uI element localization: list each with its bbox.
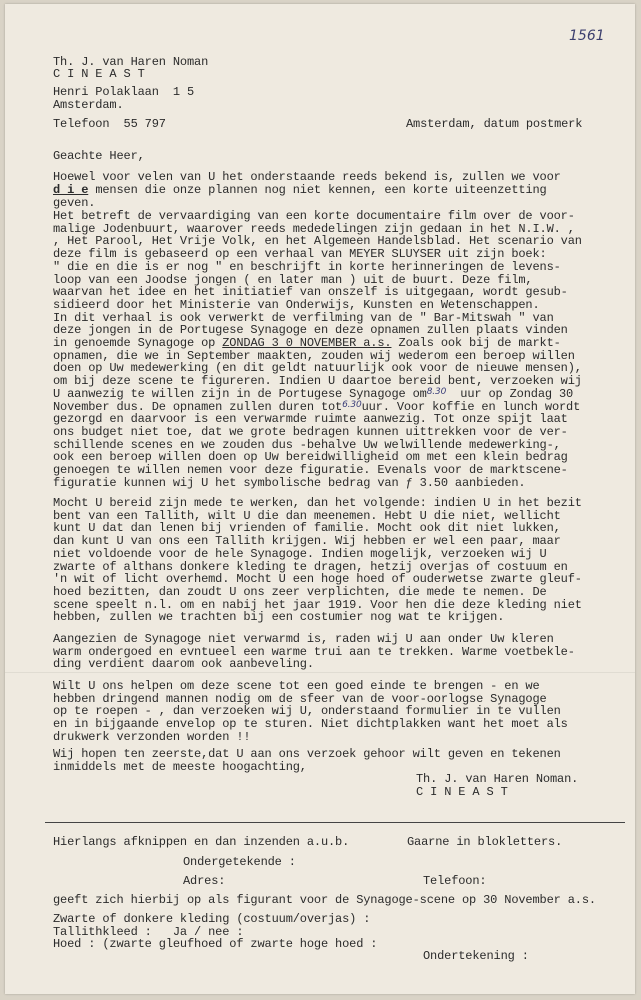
- phone-field-label: Telefoon:: [423, 874, 487, 888]
- place-date: Amsterdam, datum postmerk: [406, 117, 583, 131]
- body-line: November dus. De opnamen zullen duren tot$^{6.30}$uur. Voor koffie en lunch wordt: [53, 399, 581, 414]
- body-line: figuratie kunnen wij U het symbolische bedrag van ƒ 3.50 aanbieden.: [53, 475, 526, 490]
- body-line: bent van een Tallith, wilt U die dan meenemen. Hebt U die niet, wellicht: [53, 508, 561, 523]
- body-line: in genoemde Synagoge op ZONDAG 3 0 NOVEMBER a.s. Zoals ook bij de markt-: [53, 336, 561, 350]
- body-line: en in bijgaande envelop op te sturen. Niet dichtplakken want het moet als: [53, 717, 568, 732]
- signature-field-label: Ondertekening :: [423, 949, 529, 963]
- body-line: doen op Uw medewerking (en dit geldt natuurlijk ook voor de nieuwe mensen),: [53, 361, 582, 376]
- body-line: Aangezien de Synagoge niet verwarmd is, raden wij U aan onder Uw kleren: [53, 632, 554, 646]
- event-date: ZONDAG 3 0 NOVEMBER a.s.: [222, 336, 392, 350]
- body-line: gezorgd en daarvoor is een verwarmde ruimte aanwezig. Tot onze spijt laat: [53, 412, 568, 427]
- cut-line: [45, 822, 625, 823]
- body-line: geven.: [53, 196, 96, 210]
- body-line: opnamen, die we in September maakten, zouden wij wederom een beroep willen: [53, 348, 575, 363]
- body-line: loop van een Joodse jongen ( en later man ) uit de buurt. Deze film,: [53, 272, 533, 287]
- letter-page: [5, 4, 635, 994]
- emphasis-die: d i e: [53, 183, 89, 197]
- signer-field-label: Ondergetekende :: [183, 855, 296, 869]
- body-line: niet voldoende voor de hele Synagoge. Indien mogelijk, verzoeken wij U: [53, 546, 547, 561]
- body-line: ding verdient daarom ook aanbeveling.: [53, 657, 314, 672]
- fold-line: [5, 672, 635, 673]
- signature-title: C I N E A S T: [416, 784, 508, 799]
- signature-name: Th. J. van Haren Noman.: [416, 772, 579, 786]
- block-letters-note: Gaarne in blokletters.: [407, 835, 563, 849]
- hat-field-label: Hoed : (zwarte gleufhoed of zwarte hoge hoed :: [53, 937, 378, 952]
- body-line: " die en die is er nog " en beschrijft in korte herinneringen de levens-: [53, 259, 561, 274]
- address-field-label: Adres:: [183, 874, 226, 888]
- body-line: dan kunt U van ons een Tallith krijgen. Wij hebben er wel een paar, maar: [53, 534, 561, 549]
- body-line: warm ondergoed en evntueel een warme trui aan te trekken. Warme voetbekle-: [53, 644, 575, 659]
- body-line: 'n wit of licht overhemd. Mocht U een hoge hoed of ouderwetse zwarte gleuf-: [53, 572, 582, 587]
- body-line: hebben, zullen we trachten bij een costumier nog wat te krijgen.: [53, 610, 505, 625]
- sender-name: Th. J. van Haren Noman: [53, 55, 209, 69]
- body-line: drukwerk verzonden worden !!: [53, 729, 251, 744]
- body-line: scene speelt n.l. om en nabij het jaar 1919. Voor hen die deze kleding niet: [53, 597, 582, 612]
- body-line: Wilt U ons helpen om deze scene tot een goed einde te brengen - en we: [53, 679, 540, 693]
- sender-street: Henri Polaklaan 1 5: [53, 85, 195, 99]
- form-statement: geeft zich hierbij op als figurant voor de Synagoge-scene op 30 November a.s.: [53, 893, 596, 907]
- sender-title: C I N E A S T: [53, 67, 145, 81]
- body-line: schillende scenes en we zouden dus -behalve Uw welwillende medewerking-,: [53, 437, 561, 452]
- body-line: d i e mensen die onze plannen nog niet kennen, een korte uiteenzetting: [53, 183, 547, 197]
- body-line: In dit verhaal is ook verwerkt de verfilming van de " Bar-Mitswah " van: [53, 310, 554, 325]
- body-line: deze film is gebaseerd op een verhaal van MEYER SLUYSER uit zijn boek:: [53, 247, 547, 262]
- body-line: ook een beroep willen doen op Uw bereidwilligheid om met een klein bedrag: [53, 450, 568, 465]
- sender-city: Amsterdam.: [53, 98, 124, 112]
- body-line: hebben dringend mannen nodig om de sfeer van de voor-oorlogse Synagoge: [53, 691, 547, 706]
- body-line: U aanwezig te willen zijn in de Portugese Synagoge $om^{8.30}$ uur op Zondag 30: [53, 386, 574, 401]
- body-line: hoed bezitten, dan zoudt U ons zeer verplichten, die mede te nemen. De: [53, 584, 547, 599]
- body-line: sidieerd door het Ministerie van Onderwijs, Kunsten en Wetenschappen.: [53, 297, 540, 312]
- body-line: om bij deze scene te figureren. Indien U daartoe bereid bent, verzoeken wij: [53, 374, 582, 389]
- salutation: Geachte Heer,: [53, 149, 145, 163]
- body-line: Hoewel voor velen van U het onderstaande reeds bekend is, zullen we voor: [53, 170, 561, 184]
- body-line: Wij hopen ten zeerste,dat U aan ons verzoek gehoor wilt geven en tekenen: [53, 747, 561, 761]
- body-line: Mocht U bereid zijn mede te werken, dan het volgende: indien U in het bezit: [53, 496, 582, 510]
- body-line: ons budget niet toe, dat we grote bedragen kunnen uittrekken voor de ver-: [53, 424, 568, 439]
- handwritten-correction: 8.30: [426, 386, 447, 397]
- body-line: kunt U dat dan lenen bij vrienden of familie. Mocht ook dit niet lukken,: [53, 521, 561, 536]
- page-number: 1561: [569, 28, 605, 44]
- cut-instruction: Hierlangs afknippen en dan inzenden a.u.b.: [53, 835, 350, 849]
- body-line: waarvan het idee en het initiatief van onszelf is uitgegaan, wordt gesub-: [53, 285, 568, 300]
- body-line: Het betreft de vervaardiging van een korte documentaire film over de voor-: [53, 209, 575, 223]
- body-line: genoegen te willen nemen voor deze figuratie. Evenals voor de marktscene-: [53, 463, 568, 477]
- clothing-field-label: Zwarte of donkere kleding (costuum/overjas) :: [53, 912, 371, 926]
- tallith-field-label: Tallithkleed : Ja / nee :: [53, 924, 244, 939]
- body-line: malige Jodenbuurt, waarover reeds mededelingen zijn gedaan in het N.I.W. ,: [53, 221, 575, 236]
- body-line: op te roepen - , dan verzoeken wij U, onderstaand formulier in te vullen: [53, 704, 561, 719]
- body-line: zwarte of althans donkere kleding te dragen, hetzij overjas of costuum en: [53, 559, 568, 574]
- handwritten-correction: 6.30: [342, 399, 362, 410]
- body-line: deze jongen in de Portugese Synagoge en deze opnamen zullen plaats vinden: [53, 323, 568, 338]
- sender-phone: Telefoon 55 797: [53, 117, 166, 131]
- body-line: inmiddels met de meeste hoogachting,: [53, 759, 307, 774]
- body-line: , Het Parool, Het Vrije Volk, en het Algemeen Handelsblad. Het scenario van: [53, 234, 582, 249]
